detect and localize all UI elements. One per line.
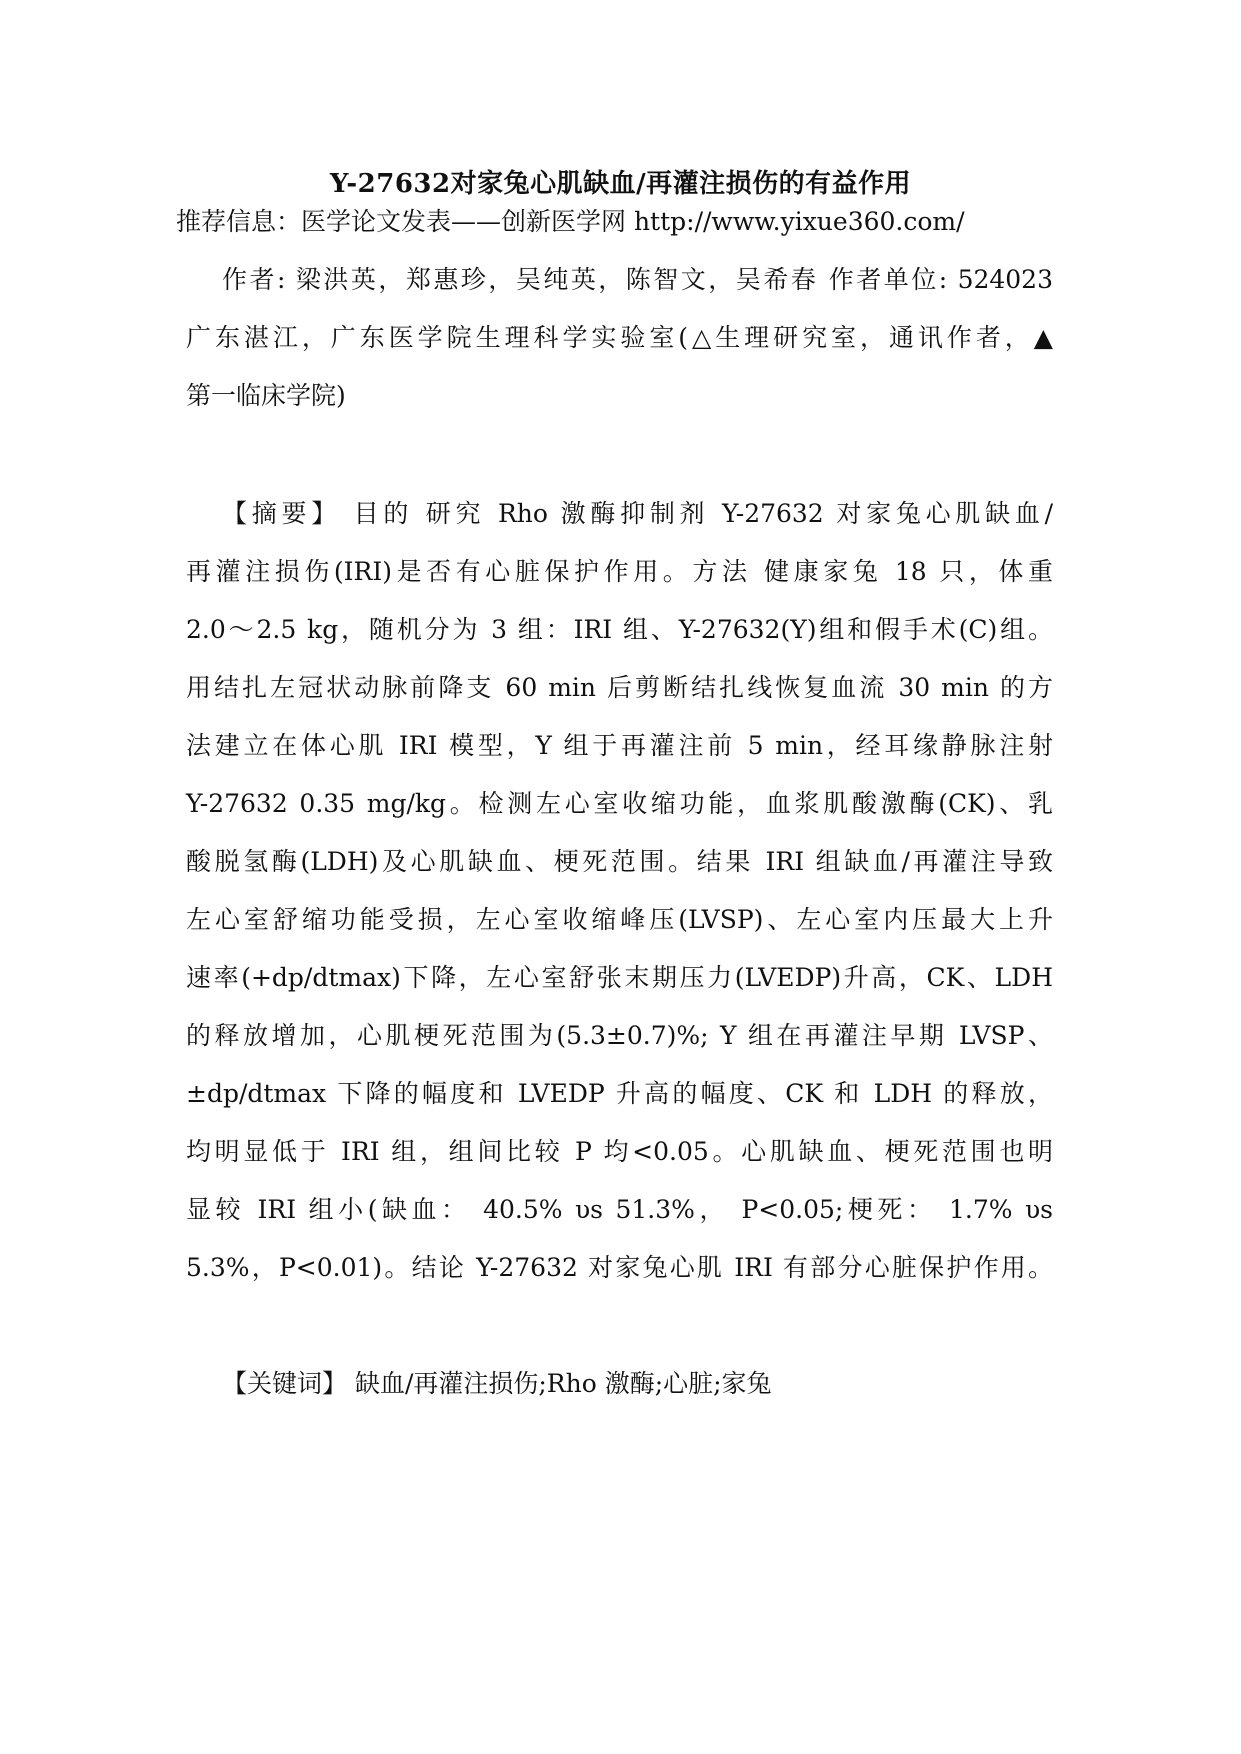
abstract-line: 5.3%，P<0.01)。结论 Y-27632 对家兔心肌 IRI 有部分心脏保护作用。 <box>186 1253 1053 1282</box>
abstract-line: 显较 IRI 组小(缺血： 40.5% υs 51.3%， P<0.05;梗死： 1.7% υs <box>186 1195 1053 1224</box>
abstract-line: 2.0～2.5 kg，随机分为 3 组：IRI 组、Y-27632(Y)组和假手术(C)组。 <box>186 615 1053 644</box>
abstract-line: 法建立在体心肌 IRI 模型，Y 组于再灌注前 5 min，经耳缘静脉注射 <box>186 731 1053 760</box>
abstract-line: 酸脱氢酶(LDH)及心肌缺血、梗死范围。结果 IRI 组缺血/再灌注导致 <box>186 847 1053 876</box>
abstract-line: 用结扎左冠状动脉前降支 60 min 后剪断结扎线恢复血流 30 min 的方 <box>186 673 1053 702</box>
abstract-line: 左心室舒缩功能受损，左心室收缩峰压(LVSP)、左心室内压最大上升 <box>186 905 1053 934</box>
author-line: 作者: 梁洪英，郑惠珍，吴纯英，陈智文，吴希春 作者单位: 524023 <box>222 265 1053 294</box>
abstract-line: Y-27632 0.35 mg/kg。检测左心室收缩功能，血浆肌酸激酶(CK)、乳 <box>186 789 1053 818</box>
author-line: 广东湛江，广东医学院生理科学实验室(△生理研究室，通讯作者，▲ <box>186 323 1053 352</box>
abstract-line: ±dp/dtmax 下降的幅度和 LVEDP 升高的幅度、CK 和 LDH 的释放， <box>186 1079 1053 1108</box>
recommend-line: 推荐信息：医学论文发表——创新医学网 http://www.yixue360.com/ <box>176 207 965 236</box>
abstract-line: 的释放增加，心肌梗死范围为(5.3±0.7)%; Y 组在再灌注早期 LVSP、 <box>186 1021 1053 1050</box>
abstract-line: 均明显低于 IRI 组，组间比较 P 均<0.05。心肌缺血、梗死范围也明 <box>186 1137 1053 1166</box>
keywords-line: 【关键词】 缺血/再灌注损伤;Rho 激酶;心脏;家兔 <box>222 1369 772 1398</box>
abstract-line: 再灌注损伤(IRI)是否有心脏保护作用。方法 健康家兔 18 只，体重 <box>186 557 1053 586</box>
document-title: Y-27632对家兔心肌缺血/再灌注损伤的有益作用 <box>329 169 912 199</box>
author-line: 第一临床学院) <box>186 381 346 410</box>
abstract-line: 速率(+dp/dtmax)下降，左心室舒张末期压力(LVEDP)升高，CK、LDH <box>186 963 1053 992</box>
abstract-line: 【摘要】 目的 研究 Rho 激酶抑制剂 Y-27632 对家兔心肌缺血/ <box>222 499 1053 528</box>
